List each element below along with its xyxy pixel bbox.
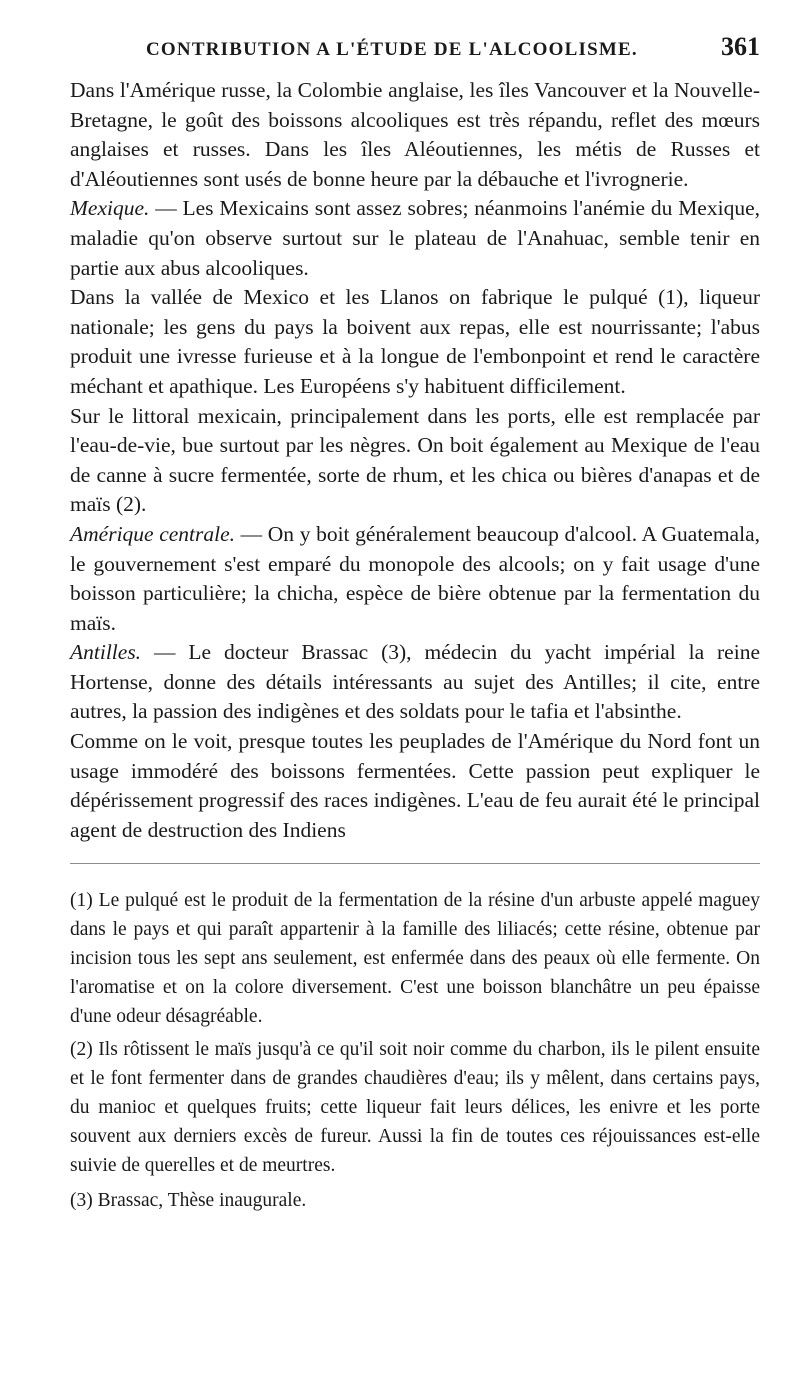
- footnote-1: (1) Le pulqué est le produit de la fermentation de la résine d'un arbuste appelé maguey dans le pays et qui paraît appartenir à la famille des liliacés; cette résine, obtenue par incision tous les sept ans seulement, est enfermée dans des peaux où elle fermente. On l'aromatise et on la colore diversement. C'est une boisson blanchâtre un peu épaisse d'une odeur désagréable.: [70, 890, 760, 1028]
- paragraph-russian-america: [70, 76, 760, 194]
- main-text: [70, 76, 760, 845]
- footnote-2: (2) Ils rôtissent le maïs jusqu'à ce qu'il soit noir comme du charbon, ils le pilent ensuite et le font fermenter dans de grandes chaudières d'eau; ils y mêlent, dans certains pays, du manioc et quelques fruits; cette liqueur fait leurs délices, les enivre et les porte souvent aux derniers excès de fureur. Aussi la fin de toutes ces réjouissances est-elle suivie de querelles et de meurtres.: [70, 1039, 760, 1177]
- section-heading-antilles: Antilles.: [70, 640, 142, 665]
- footnotes: [70, 886, 760, 1215]
- paragraph-text: — Les Mexicains sont assez sobres; néanmoins l'anémie du Mexique, maladie qu'on observe surtout sur le plateau de l'Anahuac, semble tenir en partie aux abus alcooliques.: [70, 196, 760, 280]
- section-heading-amerique-centrale: Amérique centrale.: [70, 521, 236, 546]
- paragraph-central-america: [70, 520, 760, 638]
- footnote-3: (3) Brassac, Thèse inaugurale.: [70, 1190, 307, 1212]
- paragraph-text: Sur le littoral mexicain, principalement dans les ports, elle est remplacée par l'eau-de-vie, bue surtout par les nègres. On boit également au Mexique de l'eau de canne à sucre fermentée, sorte de rhum, et les chica ou bières d'anapas et de maïs (2).: [70, 403, 760, 517]
- footnote-divider: [70, 863, 760, 866]
- paragraph-mexico: [70, 194, 760, 283]
- paragraph-antilles: [70, 638, 760, 727]
- paragraph-text: Dans la vallée de Mexico et les Llanos on fabrique le pulqué (1), liqueur nationale; les gens du pays la boivent aux repas, elle est nourrissante; l'abus produit une ivresse furieuse et à la longue de l'embonpoint et rend le caractère méchant et apathique. Les Européens s'y habituent difficilement.: [70, 285, 760, 398]
- section-heading-mexique: Mexique.: [70, 196, 150, 221]
- paragraph-conclusion: [70, 727, 760, 845]
- paragraph-text: — On y boit généralement beaucoup d'alcool. A Guatemala, le gouvernement s'est emparé du monopole des alcools; on y fait usage d'une boisson particulière; la chicha, espèce de bière obtenue par la fermentation du maïs.: [70, 521, 760, 635]
- paragraph-text: — Le docteur Brassac (3), médecin du yacht impérial la reine Hortense, donne des détails intéressants au sujet des Antilles; il cite, entre autres, la passion des indigènes et des soldats pour le tafia et l'absinthe.: [70, 640, 760, 724]
- page-number: 361: [721, 32, 760, 61]
- running-head: CONTRIBUTION A L'ÉTUDE DE L'ALCOOLISME.: [146, 39, 638, 60]
- paragraph-text: Dans l'Amérique russe, la Colombie anglaise, les îles Vancouver et la Nouvelle-Bretagne, le goût des boissons alcooliques est très répandu, reflet des mœurs anglaises et russes. Dans les îles Aléoutiennes, les métis de Russes et d'Aléoutiennes sont usés de bonne heure par la débauche et l'ivrognerie.: [70, 78, 760, 191]
- paragraph-text: Comme on le voit, presque toutes les peuplades de l'Amérique du Nord font un usage immodéré des boissons fermentées. Cette passion peut expliquer le dépérissement progressif des races indigènes. L'eau de feu aurait été le principal agent de destruction des Indiens: [70, 729, 760, 842]
- page-header: [70, 32, 760, 62]
- paragraph-pulque: [70, 283, 760, 401]
- paragraph-littoral: [70, 402, 760, 520]
